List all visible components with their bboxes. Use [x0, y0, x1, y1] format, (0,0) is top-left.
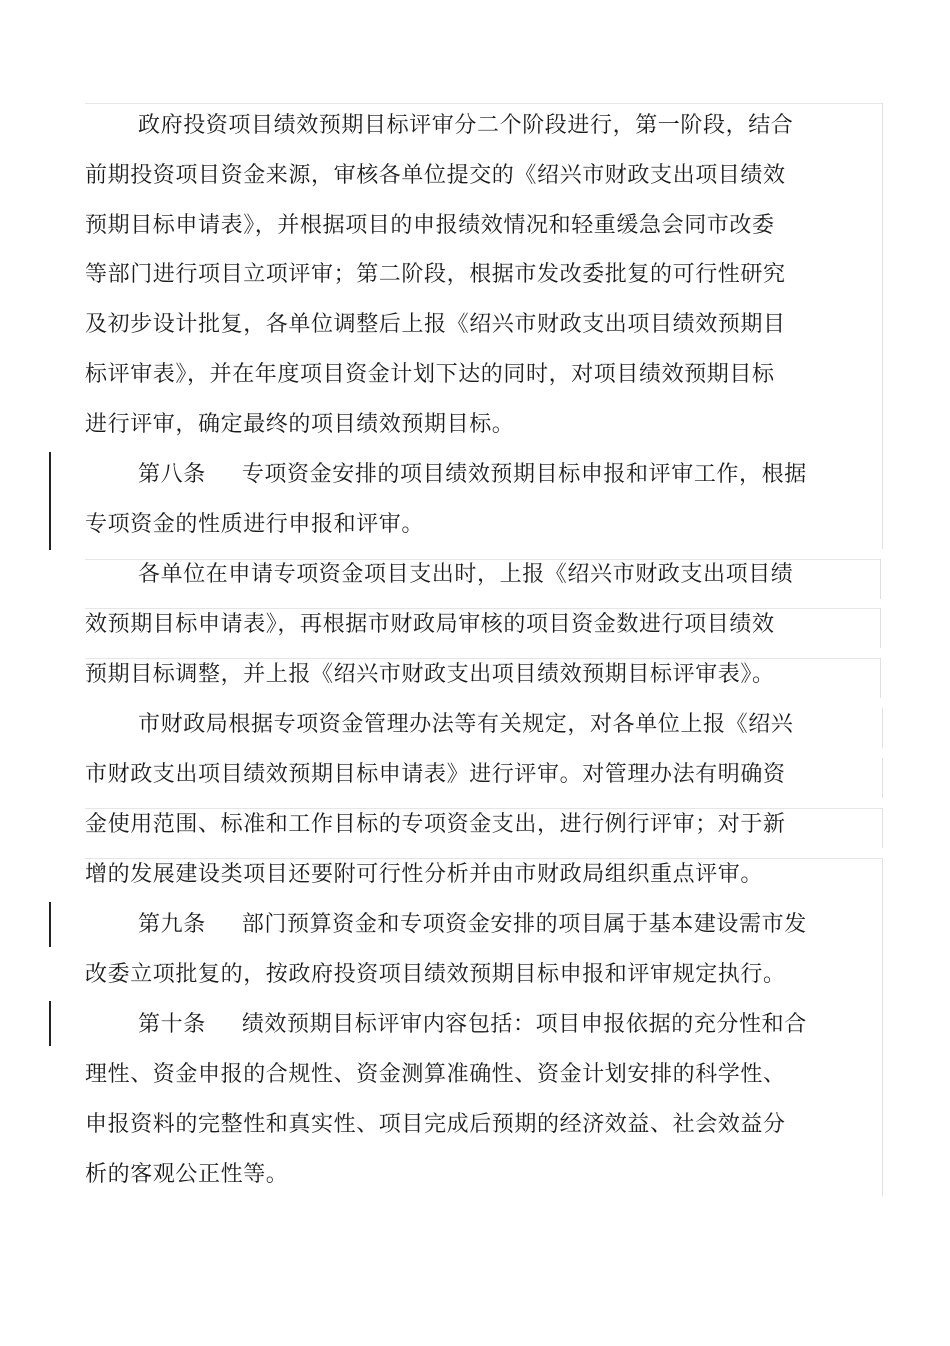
table-rule: [882, 808, 883, 848]
change-bar: [49, 902, 51, 947]
table-rule: [85, 103, 882, 104]
article-text: 部门预算资金和专项资金安排的项目属于基本建设需市发: [241, 912, 807, 937]
text-line: 析的客观公正性等。: [85, 1162, 289, 1187]
text-line: 标评审表》，并在年度项目资金计划下达的同时，对项目绩效预期目标: [85, 362, 775, 387]
article-number: 第九条: [138, 912, 206, 937]
change-bar: [49, 452, 51, 550]
table-rule: [85, 658, 880, 659]
table-rule: [882, 708, 883, 748]
article-line: [138, 1010, 807, 1040]
article-line: [138, 460, 807, 490]
text-line: 市财政局根据专项资金管理办法等有关规定，对各单位上报《绍兴: [138, 712, 794, 737]
table-rule: [880, 559, 881, 599]
table-rule: [880, 658, 881, 698]
text-line: 各单位在申请专项资金项目支出时，上报《绍兴市财政支出项目绩: [138, 562, 794, 587]
text-line: 增的发展建设类项目还要附可行性分析并由市财政局组织重点评审。: [85, 862, 764, 887]
text-line: 进行评审，确定最终的项目绩效预期目标。: [85, 412, 515, 437]
table-rule: [882, 858, 883, 1196]
table-rule: [85, 858, 882, 859]
table-rule: [880, 608, 881, 648]
table-rule: [882, 103, 883, 549]
text-line: 前期投资项目资金来源，审核各单位提交的《绍兴市财政支出项目绩效: [85, 163, 786, 188]
text-line: 等部门进行项目立项评审；第二阶段，根据市发改委批复的可行性研究: [85, 262, 786, 287]
table-rule: [85, 808, 882, 809]
article-text: 专项资金安排的项目绩效预期目标申报和评审工作，根据: [241, 462, 807, 487]
text-line: 及初步设计批复，各单位调整后上报《绍兴市财政支出项目绩效预期目: [85, 312, 786, 337]
text-line: 改委立项批复的，按政府投资项目绩效预期目标申报和评审规定执行。: [85, 962, 786, 987]
text-line: 理性、资金申报的合规性、资金测算准确性、资金计划安排的科学性、: [85, 1062, 786, 1087]
text-line: 效预期目标申请表》，再根据市财政局审核的项目资金数进行项目绩效: [85, 612, 775, 637]
text-line: 政府投资项目绩效预期目标评审分二个阶段进行，第一阶段，结合: [138, 113, 794, 138]
text-line: 申报资料的完整性和真实性、项目完成后预期的经济效益、社会效益分: [85, 1112, 786, 1137]
table-rule: [882, 758, 883, 798]
change-bar: [49, 1001, 51, 1046]
text-line: 预期目标申请表》，并根据项目的申报绩效情况和轻重缓急会同市改委: [85, 213, 775, 238]
article-line: [138, 910, 807, 940]
text-line: 专项资金的性质进行申报和评审。: [85, 512, 425, 537]
article-number: 第十条: [138, 1012, 206, 1037]
article-text: 绩效预期目标评审内容包括：项目申报依据的充分性和合: [241, 1012, 807, 1037]
article-number: 第八条: [138, 462, 206, 487]
text-line: 预期目标调整，并上报《绍兴市财政支出项目绩效预期目标评审表》。: [85, 662, 775, 687]
table-rule: [85, 608, 880, 609]
text-line: 市财政支出项目绩效预期目标申请表》进行评审。对管理办法有明确资: [85, 762, 786, 787]
text-line: 金使用范围、标准和工作目标的专项资金支出，进行例行评审；对于新: [85, 812, 786, 837]
